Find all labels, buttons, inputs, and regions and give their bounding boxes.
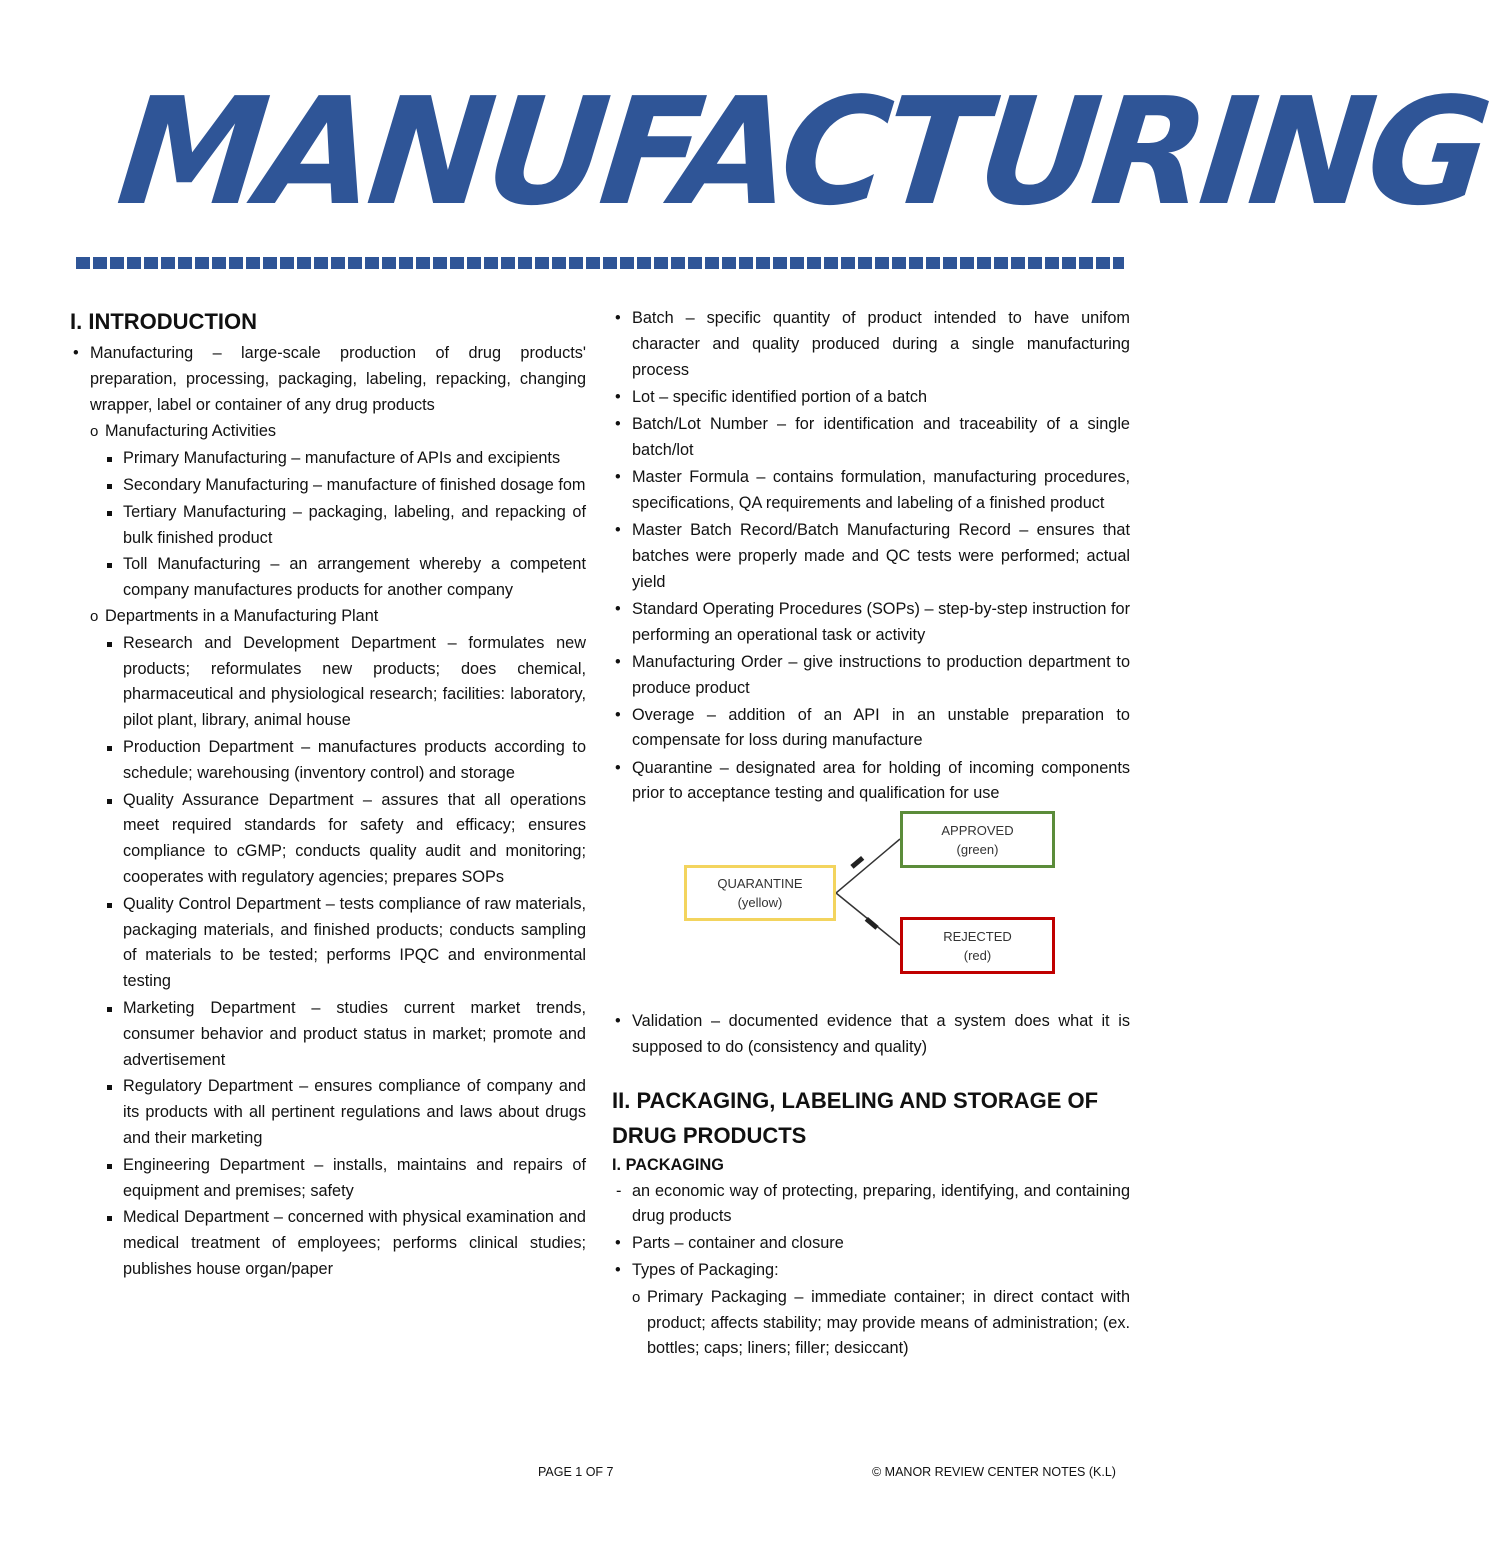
list-item: Toll Manufacturing – an arrangement whereby a competent company manufactures products for another company bbox=[105, 552, 586, 604]
departments-label: Departments in a Manufacturing Plant bbox=[105, 606, 379, 625]
approved-color-label: (green) bbox=[956, 841, 999, 857]
quarantine-color-label: (yellow) bbox=[737, 895, 783, 911]
list-item: • Lot – specific identified portion of a batch bbox=[612, 385, 1130, 411]
list-item: - an economic way of protecting, preparing, identifying, and containing drug products bbox=[612, 1179, 1130, 1231]
packaging-types-item bbox=[612, 1258, 1130, 1362]
list-item: Quality Assurance Department – assures that all operations meet required standards for safety and efficacy; ensures compliance to cGMP; conducts quality audit and monitoring; cooperates with regulatory agencies; prepares SOPs bbox=[105, 788, 586, 891]
list-item: Regulatory Department – ensures compliance of company and its products with all pertinent regulations and laws about drugs and their marketing bbox=[105, 1074, 586, 1151]
activities-label: Manufacturing Activities bbox=[105, 422, 277, 441]
packaging-types-label: Types of Packaging: bbox=[632, 1261, 779, 1280]
page-number: PAGE 1 OF 7 bbox=[538, 1465, 614, 1479]
manufacturing-sublist bbox=[90, 419, 586, 1282]
title-divider bbox=[76, 257, 1124, 269]
packaging-heading: II. PACKAGING, LABELING AND STORAGE OF DRUG PRODUCTS bbox=[612, 1087, 1099, 1148]
approve-tag-icon bbox=[850, 856, 864, 869]
departments-group bbox=[90, 604, 586, 1283]
list-item: Quality Control Department – tests compliance of raw materials, packaging materials, and finished products; conducts sampling of materials to be tested; performs IPQC and environmental testing bbox=[105, 892, 586, 995]
list-item: • Standard Operating Procedures (SOPs) – step-by-step instruction for performing an operational task or activity bbox=[612, 597, 1130, 649]
quarantine-diagram bbox=[612, 811, 1130, 1003]
introduction-heading: I. INTRODUCTION bbox=[70, 309, 257, 334]
list-item: • Manufacturing Order – give instructions to production department to produce product bbox=[612, 650, 1130, 702]
list-item: • Batch/Lot Number – for identification and traceability of a single batch/lot bbox=[612, 412, 1130, 464]
list-item: • Parts – container and closure bbox=[612, 1231, 1130, 1257]
manufacturing-definition bbox=[70, 341, 586, 1283]
list-item: Medical Department – concerned with physical examination and medical treatment of employees; performs clinical studies; publishes house organ/paper bbox=[105, 1205, 586, 1282]
rejected-label: REJECTED bbox=[943, 928, 1012, 944]
list-item: • Master Formula – contains formulation, manufacturing procedures, specifications, QA requirements and labeling of a finished product bbox=[612, 465, 1130, 517]
validation-list bbox=[612, 1009, 1130, 1061]
rejected-box bbox=[900, 917, 1055, 974]
list-item: Research and Development Department – formulates new products; reformulates new products; does chemical, pharmaceutical and physiological research; facilities: laboratory, pilot plant, library, animal house bbox=[105, 631, 586, 734]
list-item: • Master Batch Record/Batch Manufacturing Record – ensures that batches were properly made and QC tests were performed; actual yield bbox=[612, 518, 1130, 595]
list-item: Tertiary Manufacturing – packaging, labeling, and repacking of bulk finished product bbox=[105, 500, 586, 552]
rejected-color-label: (red) bbox=[963, 947, 992, 963]
activities-list bbox=[105, 446, 586, 604]
list-item: • Overage – addition of an API in an unstable preparation to compensate for loss during manufacture bbox=[612, 703, 1130, 755]
approved-box bbox=[900, 811, 1055, 868]
packaging-definition-list bbox=[612, 1179, 1130, 1231]
introduction-list bbox=[70, 341, 586, 1283]
packaging-subheading: I. PACKAGING bbox=[612, 1155, 724, 1174]
list-item: • Validation – documented evidence that a system does what it is supposed to do (consistency and quality) bbox=[612, 1009, 1130, 1061]
list-item: Production Department – manufactures products according to schedule; warehousing (inventory control) and storage bbox=[105, 735, 586, 787]
list-item: Secondary Manufacturing – manufacture of finished dosage fom bbox=[105, 473, 586, 499]
approved-label: APPROVED bbox=[941, 822, 1014, 838]
manufacturing-definition-text: Manufacturing – large-scale production of drug products' preparation, processing, packaging, labeling, repacking, changing wrapper, label or container of any drug products bbox=[90, 344, 586, 414]
list-item: • Quarantine – designated area for holding of incoming components prior to acceptance testing and qualification for use bbox=[612, 756, 1130, 808]
packaging-list bbox=[612, 1231, 1130, 1362]
page-title: MANUFACTURING bbox=[110, 66, 1493, 238]
terms-list bbox=[612, 306, 1130, 807]
list-item: Primary Manufacturing – manufacture of APIs and excipients bbox=[105, 446, 586, 472]
left-column bbox=[70, 306, 586, 1284]
quarantine-label: QUARANTINE bbox=[717, 876, 803, 892]
list-item: Engineering Department – installs, maintains and repairs of equipment and premises; safety bbox=[105, 1153, 586, 1205]
copyright-notice: © MANOR REVIEW CENTER NOTES (K.L) bbox=[872, 1465, 1116, 1479]
packaging-types-list bbox=[632, 1285, 1130, 1362]
reject-tag-icon bbox=[865, 917, 879, 930]
list-item: • Batch – specific quantity of product intended to have unifom character and quality produced during a single manufacturing process bbox=[612, 306, 1130, 383]
quarantine-box bbox=[684, 865, 836, 921]
right-column bbox=[612, 306, 1130, 1363]
activities-group bbox=[90, 419, 586, 604]
list-item: Marketing Department – studies current market trends, consumer behavior and product status in market; promote and advertisement bbox=[105, 996, 586, 1073]
departments-list bbox=[105, 631, 586, 1283]
list-item: o Primary Packaging – immediate container; in direct contact with product; affects stability; may provide means of administration; (ex. bottles; caps; liners; filler; desiccant) bbox=[632, 1285, 1130, 1362]
